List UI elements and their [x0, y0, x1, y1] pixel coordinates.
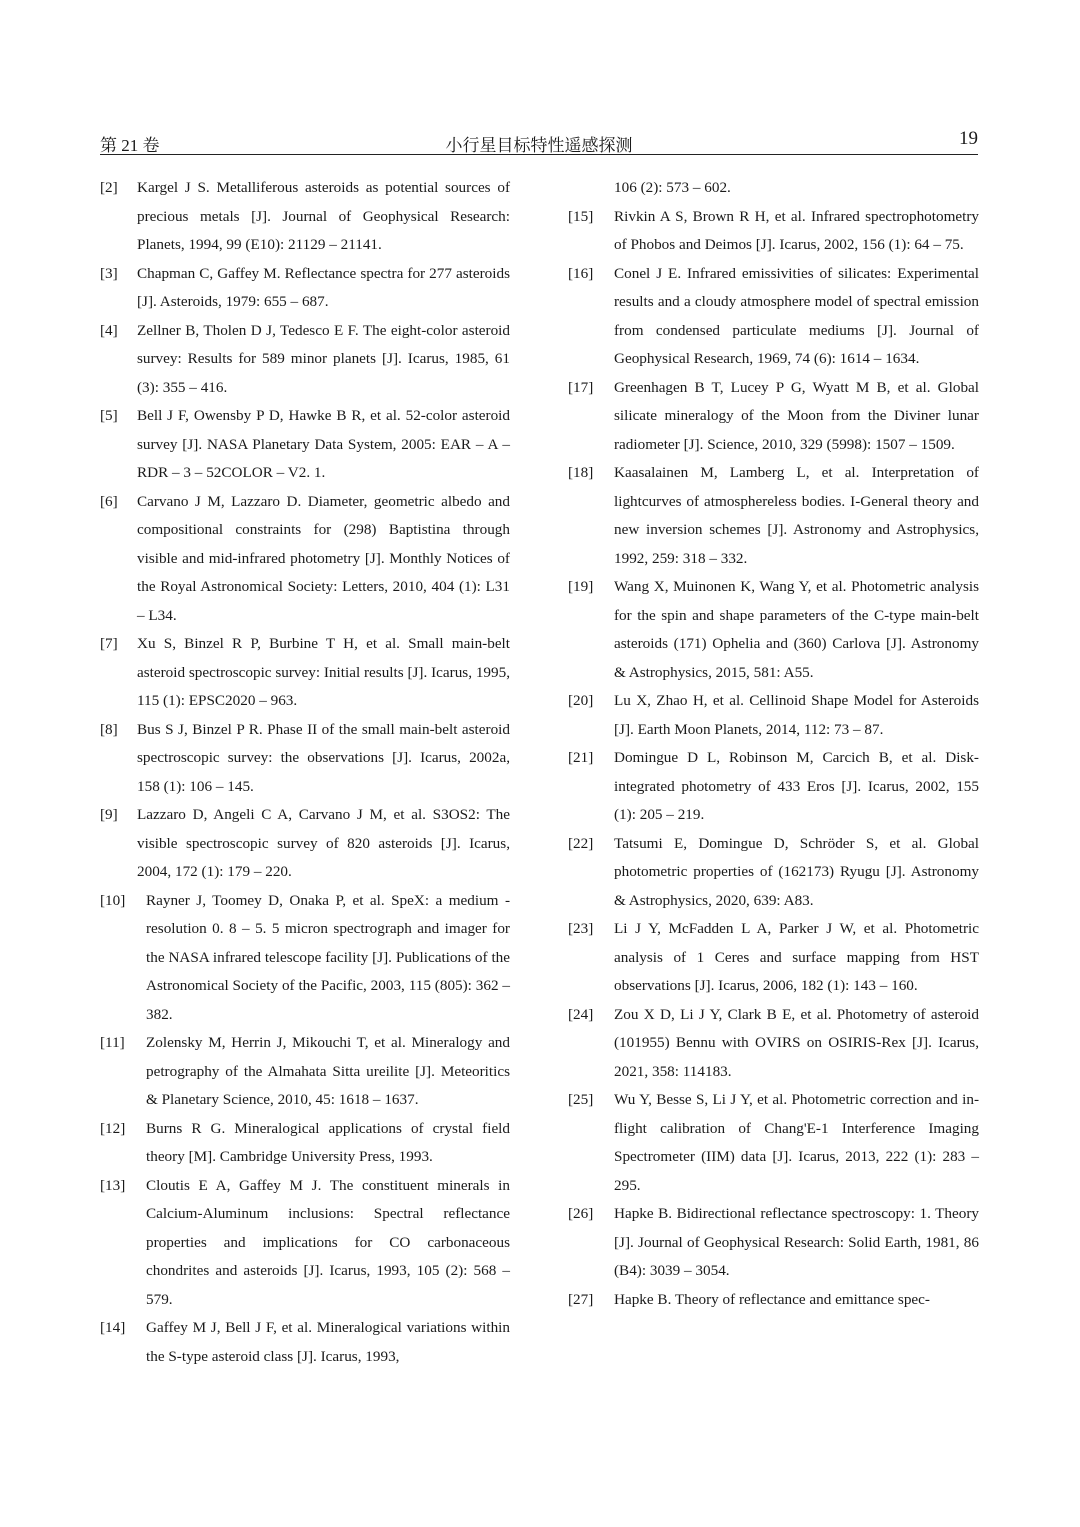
reference-text: Greenhagen B T, Lucey P G, Wyatt M B, et al. Global silicate mineralogy of the Moon from the Diviner lunar radiometer [J]. Science, 2010, 329 (5998): 1507 – 1509. [614, 378, 979, 453]
reference-item [100, 1029, 510, 1115]
reference-number: [27] [568, 1290, 594, 1308]
reference-item [100, 1172, 510, 1315]
reference-text: Wang X, Muinonen K, Wang Y, et al. Photometric analysis for the spin and shape parameters of the C-type main-belt asteroids (171) Ophelia and (360) Carlova [J]. Astronomy & Astrophysics, 2015, 581: A55. [614, 578, 979, 681]
volume-label: 第 21 卷 [100, 136, 160, 155]
reference-number: [9] [100, 806, 118, 823]
reference-text: Kargel J S. Metalliferous asteroids as potential sources of precious metals [J]. Journal of Geophysical Research: Planets, 1994, 99 (E10): 21129 – 21141. [137, 179, 510, 253]
reference-item [568, 573, 979, 687]
reference-text: Lazzaro D, Angeli C A, Carvano J M, et al. S3OS2: The visible spectroscopic survey of 820 asteroids [J]. Icarus, 2004, 172 (1): 179 – 220. [137, 806, 510, 880]
reference-text: Hapke B. Bidirectional reflectance spectroscopy: 1. Theory [J]. Journal of Geophysical Research: Solid Earth, 1981, 86 (B4): 3039 – 3054. [614, 1205, 979, 1279]
reference-item [568, 1200, 979, 1286]
reference-number: [21] [568, 749, 594, 766]
reference-item [100, 317, 510, 403]
reference-text: Bell J F, Owensby P D, Hawke B R, et al. 52-color asteroid survey [J]. NASA Planetary Data System, 2005: EAR – A – RDR – 3 – 52COLOR – V2. 1. [137, 407, 510, 481]
reference-item [568, 203, 979, 260]
reference-number: [10] [100, 891, 126, 909]
reference-text: Zellner B, Tholen D J, Tedesco E F. The eight-color asteroid survey: Results for 589 minor planets [J]. Icarus, 1985, 61 (3): 355 – 416. [137, 321, 510, 396]
right-reference-column [568, 174, 979, 1314]
reference-number: [8] [100, 720, 118, 738]
reference-text: Rayner J, Toomey D, Onaka P, et al. SpeX: a medium - resolution 0. 8 – 5. 5 micron spectrograph and imager for the NASA infrared telescope facility [J]. Publications of the Astronomical Society of the Pacific, 2003, 115 (805): 362 – 382. [146, 891, 510, 1023]
reference-number: [23] [568, 920, 594, 937]
reference-text: Hapke B. Theory of reflectance and emittance spec- [614, 1290, 930, 1308]
reference-text: Gaffey M J, Bell J F, et al. Mineralogical variations within the S-type asteroid class [J]. Icarus, 1993, [146, 1319, 510, 1365]
reference-item [568, 915, 979, 1001]
reference-item [568, 1286, 979, 1315]
reference-text: Wu Y, Besse S, Li J Y, et al. Photometric correction and in-flight calibration of Chang'E-1 Interference Imaging Spectrometer (IIM) data [J]. Icarus, 2013, 222 (1): 283 – 295. [614, 1091, 979, 1194]
reference-number: [19] [568, 578, 594, 595]
reference-item [568, 687, 979, 744]
reference-number: [7] [100, 635, 118, 652]
reference-text: Domingue D L, Robinson M, Carcich B, et al. Disk-integrated photometry of 433 Eros [J]. Icarus, 2002, 155 (1): 205 – 219. [614, 749, 979, 823]
reference-item [100, 716, 510, 802]
reference-item [100, 887, 510, 1030]
reference-text: Zou X D, Li J Y, Clark B E, et al. Photometry of asteroid (101955) Bennu with OVIRS on OSIRIS-Rex [J]. Icarus, 2021, 358: 114183. [614, 1005, 979, 1080]
reference-text: Tatsumi E, Domingue D, Schröder S, et al. Global photometric properties of (162173) Ryugu [J]. Astronomy & Astrophysics, 2020, 639: A83. [614, 834, 979, 909]
reference-number: [12] [100, 1119, 126, 1137]
reference-number: [4] [100, 321, 118, 339]
reference-item [100, 1314, 510, 1371]
reference-text: Burns R G. Mineralogical applications of crystal field theory [M]. Cambridge University Press, 1993. [146, 1119, 510, 1165]
reference-number: [17] [568, 378, 594, 396]
reference-item [100, 402, 510, 488]
reference-number: [11] [100, 1034, 125, 1051]
reference-number: [2] [100, 179, 118, 196]
reference-continuation: 106 (2): 573 – 602. [614, 179, 731, 196]
reference-text: Cloutis E A, Gaffey M J. The constituent minerals in Calcium-Aluminum inclusions: Spectral reflectance properties and implications for CO carbonaceous chondrites and asteroids [J]. Icarus, 1993, 105 (2): 568 – 579. [146, 1176, 510, 1308]
reference-text: Xu S, Binzel R P, Burbine T H, et al. Small main-belt asteroid spectroscopic survey: Initial results [J]. Icarus, 1995, 115 (1): EPSC2020 – 963. [137, 635, 510, 709]
journal-title: 小行星目标特性遥感探测 [445, 136, 633, 155]
reference-item [568, 830, 979, 916]
reference-number: [18] [568, 464, 594, 481]
reference-item [568, 459, 979, 573]
reference-number: [20] [568, 692, 594, 709]
reference-item [100, 1115, 510, 1172]
reference-text: Kaasalainen M, Lamberg L, et al. Interpretation of lightcurves of atmosphereless bodies. I-General theory and new inversion schemes [J]. Astronomy and Astrophysics, 1992, 259: 318 – 332. [614, 464, 979, 567]
page-number: 19 [959, 128, 978, 149]
reference-text: Conel J E. Infrared emissivities of silicates: Experimental results and a cloudy atmosphere model of spectral emission from condensed particulate mediums [J]. Journal of Geophysical Research, 1969, 74 (6): 1614 – 1634. [614, 264, 979, 367]
reference-text: Rivkin A S, Brown R H, et al. Infrared spectrophotometry of Phobos and Deimos [J]. Icarus, 2002, 156 (1): 64 – 75. [614, 207, 979, 253]
reference-number: [26] [568, 1205, 594, 1222]
left-reference-column [100, 174, 510, 1371]
reference-number: [6] [100, 492, 118, 510]
reference-text: Chapman C, Gaffey M. Reflectance spectra for 277 asteroids [J]. Asteroids, 1979: 655 – 687. [137, 264, 510, 310]
reference-number: [22] [568, 834, 594, 852]
reference-item [568, 260, 979, 374]
reference-text: Li J Y, McFadden L A, Parker J W, et al. Photometric analysis of 1 Ceres and surface mapping from HST observations [J]. Icarus, 2006, 182 (1): 143 – 160. [614, 920, 979, 994]
reference-text: Bus S J, Binzel P R. Phase II of the small main-belt asteroid spectroscopic survey: the observations [J]. Icarus, 2002a, 158 (1): 106 – 145. [137, 720, 510, 795]
reference-number: [14] [100, 1319, 126, 1336]
reference-number: [5] [100, 407, 118, 424]
reference-number: [3] [100, 264, 118, 282]
reference-item [568, 374, 979, 460]
reference-item [568, 1001, 979, 1087]
reference-number: [24] [568, 1005, 594, 1023]
reference-item [100, 630, 510, 716]
reference-number: [15] [568, 207, 594, 225]
reference-text: Carvano J M, Lazzaro D. Diameter, geometric albedo and compositional constraints for (298) Baptistina through visible and mid-infrared photometry [J]. Monthly Notices of the Royal Astronomical Society: Letters, 2010, 404 (1): L31 – L34. [137, 492, 510, 624]
reference-item [100, 260, 510, 317]
reference-item [100, 174, 510, 260]
running-header [100, 128, 978, 155]
reference-item [100, 801, 510, 887]
reference-text: Lu X, Zhao H, et al. Cellinoid Shape Model for Asteroids [J]. Earth Moon Planets, 2014, 112: 73 – 87. [614, 692, 979, 738]
reference-number: [25] [568, 1091, 594, 1108]
reference-item [100, 488, 510, 631]
reference-item [568, 1086, 979, 1200]
reference-number: [16] [568, 264, 594, 282]
reference-text: Zolensky M, Herrin J, Mikouchi T, et al. Mineralogy and petrography of the Almahata Sitta ureilite [J]. Meteoritics & Planetary Science, 2010, 45: 1618 – 1637. [146, 1034, 510, 1108]
reference-item [568, 744, 979, 830]
reference-number: [13] [100, 1176, 126, 1194]
